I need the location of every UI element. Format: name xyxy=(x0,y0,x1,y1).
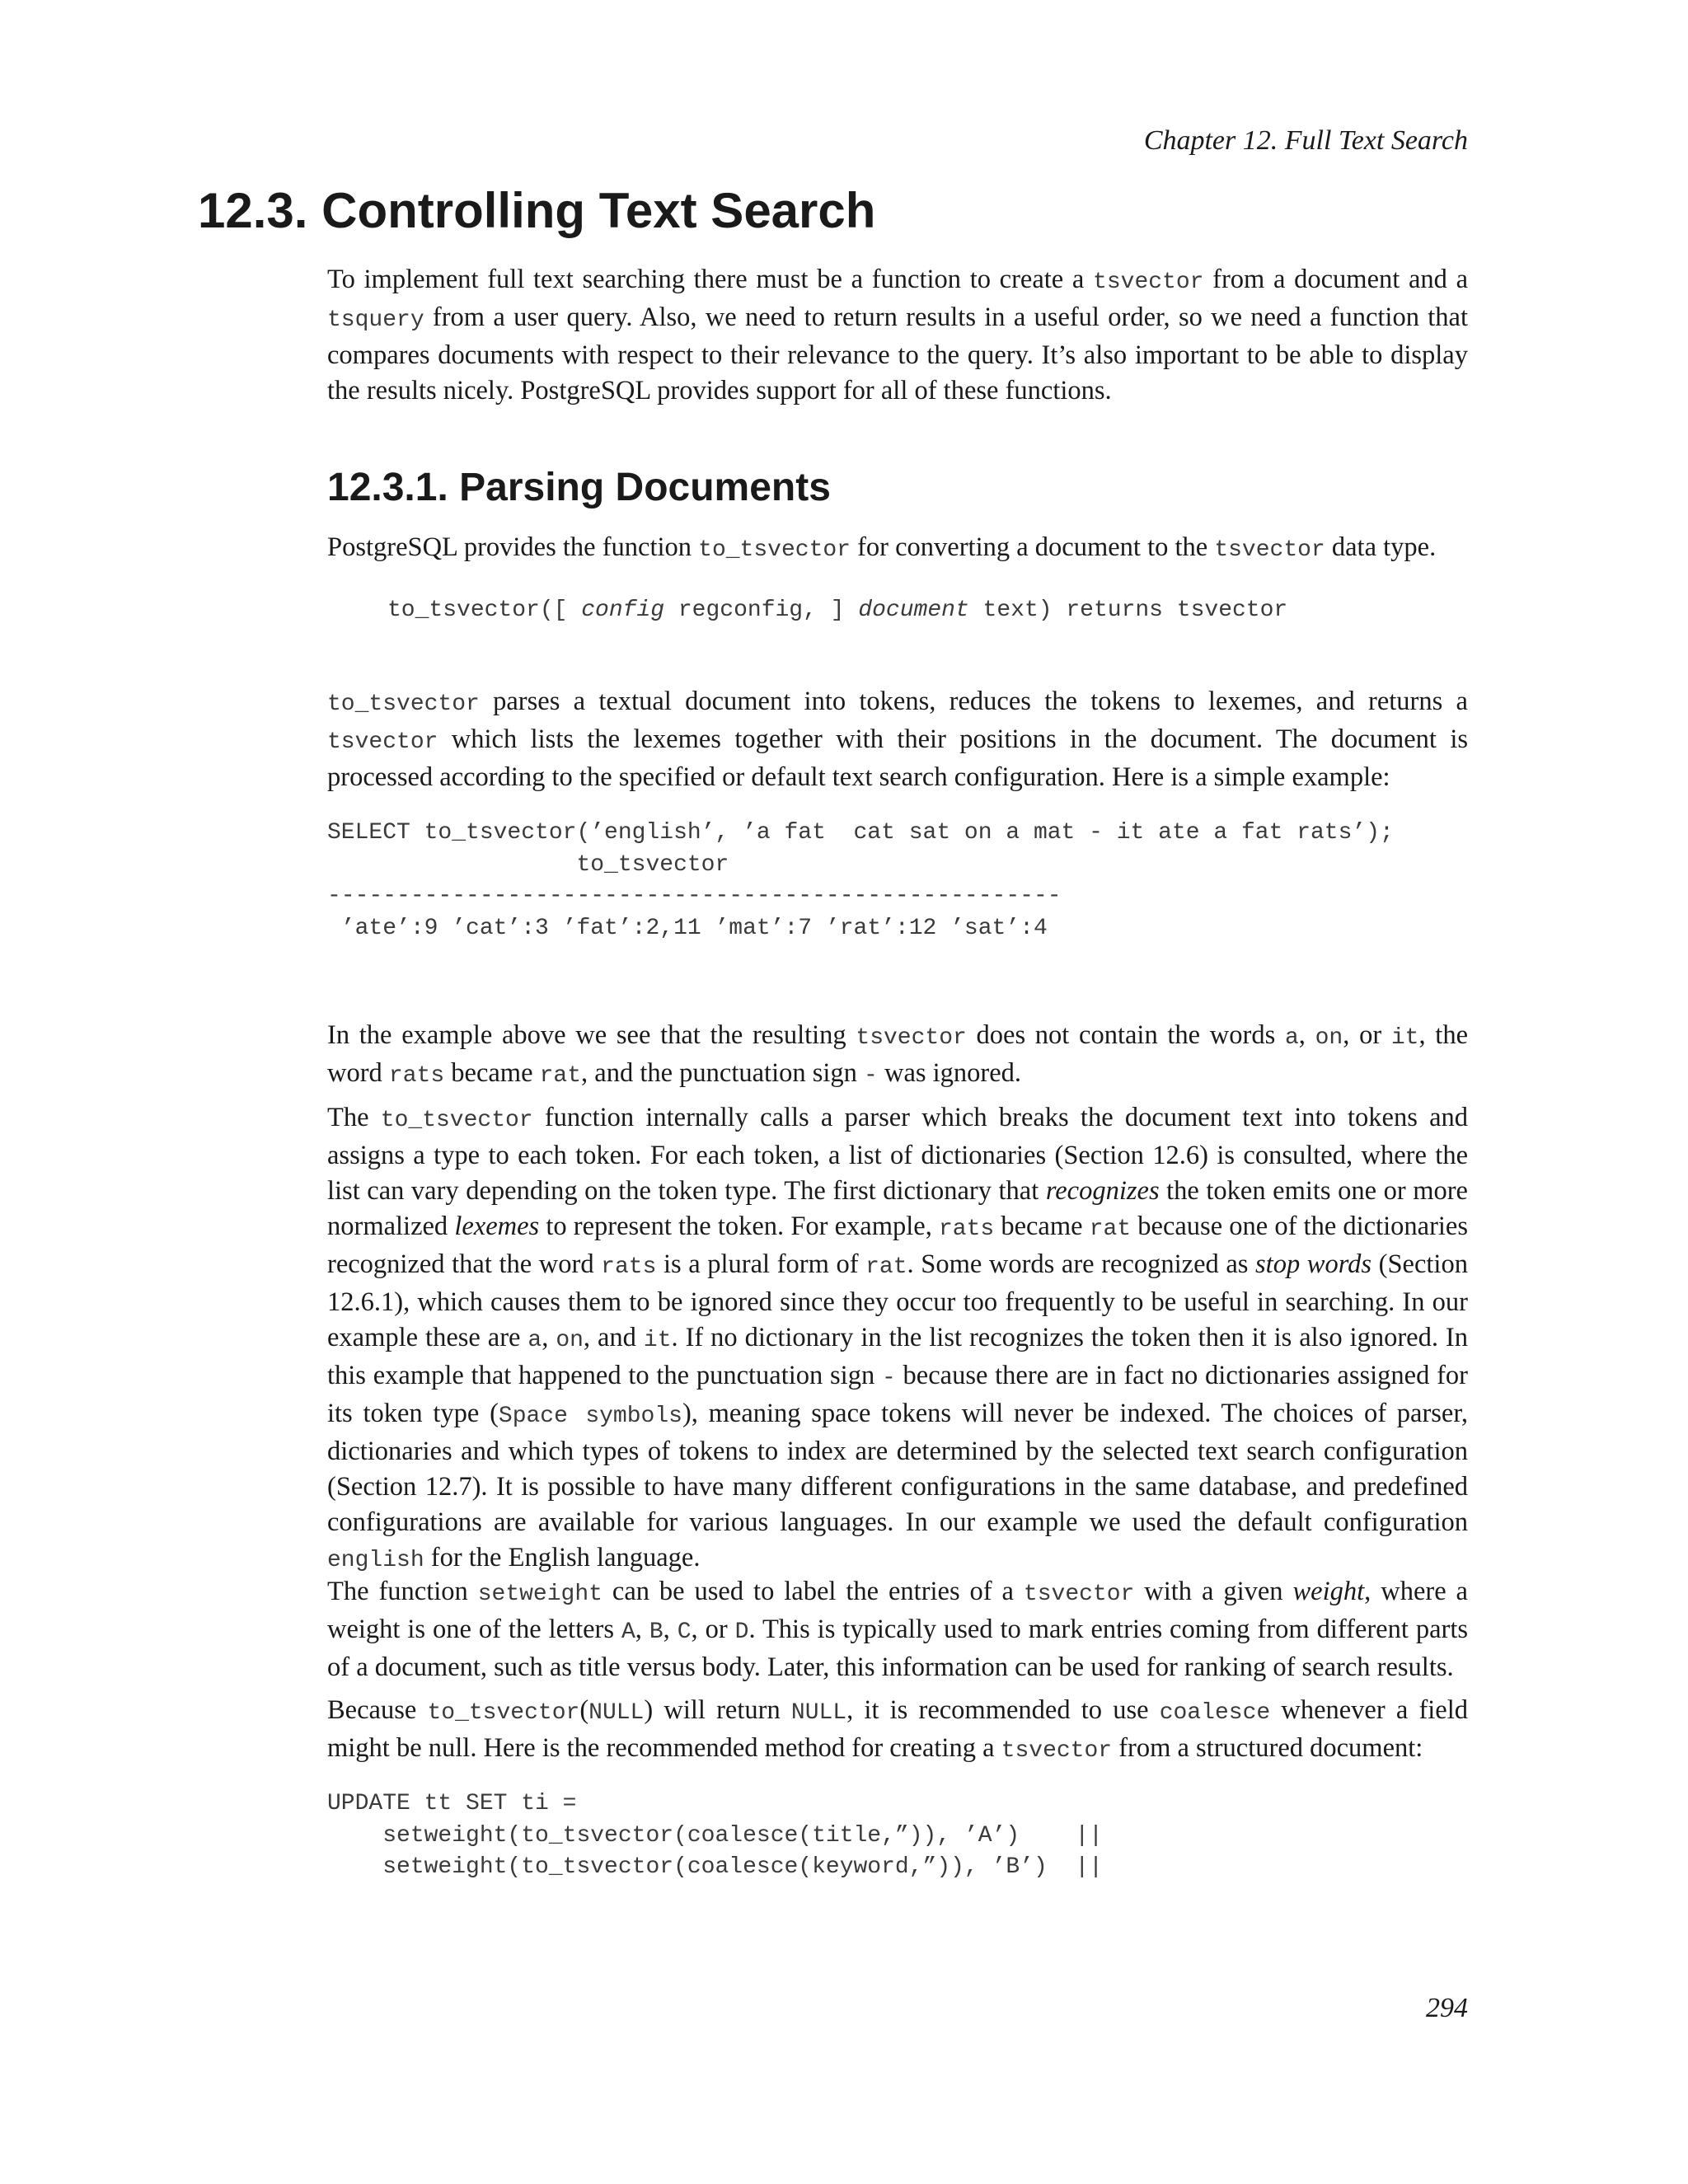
paragraph-setweight: The function setweight can be used to label the entries of a tsvector with a given weight, where a weight is one of the letters A, B, C, or D. This is typically used to mark entries coming from different parts of a document, such as title versus body. Later, this information can be used for ranking of search results. xyxy=(327,1577,1469,1682)
paragraph-example-explanation: In the example above we see that the resulting tsvector does not contain the words a, on, or it, the word rats became rat, and the punctuation sign - was ignored. xyxy=(327,1020,1469,1089)
code-line: ----------------------------------------------------- xyxy=(327,883,1062,909)
subsection-title: 12.3.1. Parsing Documents xyxy=(327,466,831,509)
paragraph-coalesce: Because to_tsvector(NULL) will return NULL, it is recommended to use coalesce whenever a field might be null. Here is the recommended method for creating a tsvector from a structured document: xyxy=(327,1695,1469,1764)
code-line: UPDATE tt SET ti = xyxy=(327,1791,577,1816)
code-line: ’ate’:9 ’cat’:3 ’fat’:2,11 ’mat’:7 ’rat’:12 ’sat’:4 xyxy=(327,915,1048,941)
code-line: SELECT to_tsvector(’english’, ’a fat cat sat on a mat - it ate a fat rats’); xyxy=(327,820,1394,846)
section-title: 12.3. Controlling Text Search xyxy=(198,183,876,238)
paragraph-to-tsvector-intro: PostgreSQL provides the function to_tsvector for converting a document to the tsvector data type. xyxy=(327,532,1437,563)
code-line: setweight(to_tsvector(coalesce(keyword,”)), ’B’) || xyxy=(327,1854,1103,1880)
running-header: Chapter 12. Full Text Search xyxy=(1143,125,1468,156)
code-example-to-tsvector xyxy=(327,818,1394,944)
code-line: setweight(to_tsvector(coalesce(title,”)), ’A’) || xyxy=(327,1822,1103,1849)
page-number: 294 xyxy=(1426,1993,1468,2023)
paragraph-to-tsvector-description: to_tsvector parses a textual document into tokens, reduces the tokens to lexemes, and returns a tsvector which lists the lexemes together with their positions in the document. The document is processed according to the specified or default text search configuration. Here is a simple example: xyxy=(327,687,1468,792)
code-example-setweight xyxy=(327,1788,1103,1884)
paragraph-parser-dictionaries: The to_tsvector function internally calls a parser which breaks the document text into tokens and assigns a type to each token. For each token, a list of dictionaries (Section 12.6) is consulted, where the list can vary depending on the token type. The first dictionary that recognizes the token emits one or more normalized lexemes to represent the token. For example, rats became rat because one of the dictionaries recognized that the word rats is a plural form of rat. Some words are recognized as stop words (Section 12.6.1), which causes them to be ignored since they occur too frequently to be useful in searching. In our example these are a, on, and it. If no dictionary in the list recognizes the token then it is also ignored. In this example that happened to the punctuation sign - because there are in fact no dictionaries assigned for its token type (Space symbols), meaning space tokens will never be indexed. The choices of parser, dictionaries and which types of tokens to index are determined by the selected text search configuration (Section 12.7). It is possible to have many different configurations in the same database, and predefined configurations are available for various languages. In our example we used the default configuration english for the English language. xyxy=(327,1103,1469,1573)
intro-paragraph: To implement full text searching there must be a function to create a tsvector from a document and a tsquery from a user query. Also, we need to return results in a useful order, so we need a function that compares documents with respect to their relevance to the query. It’s also important to be able to display the results nicely. PostgreSQL provides support for all of these functions. xyxy=(327,265,1469,405)
code-line: to_tsvector xyxy=(327,851,729,878)
function-synopsis: to_tsvector([ config regconfig, ] document text) returns tsvector xyxy=(387,598,1288,623)
